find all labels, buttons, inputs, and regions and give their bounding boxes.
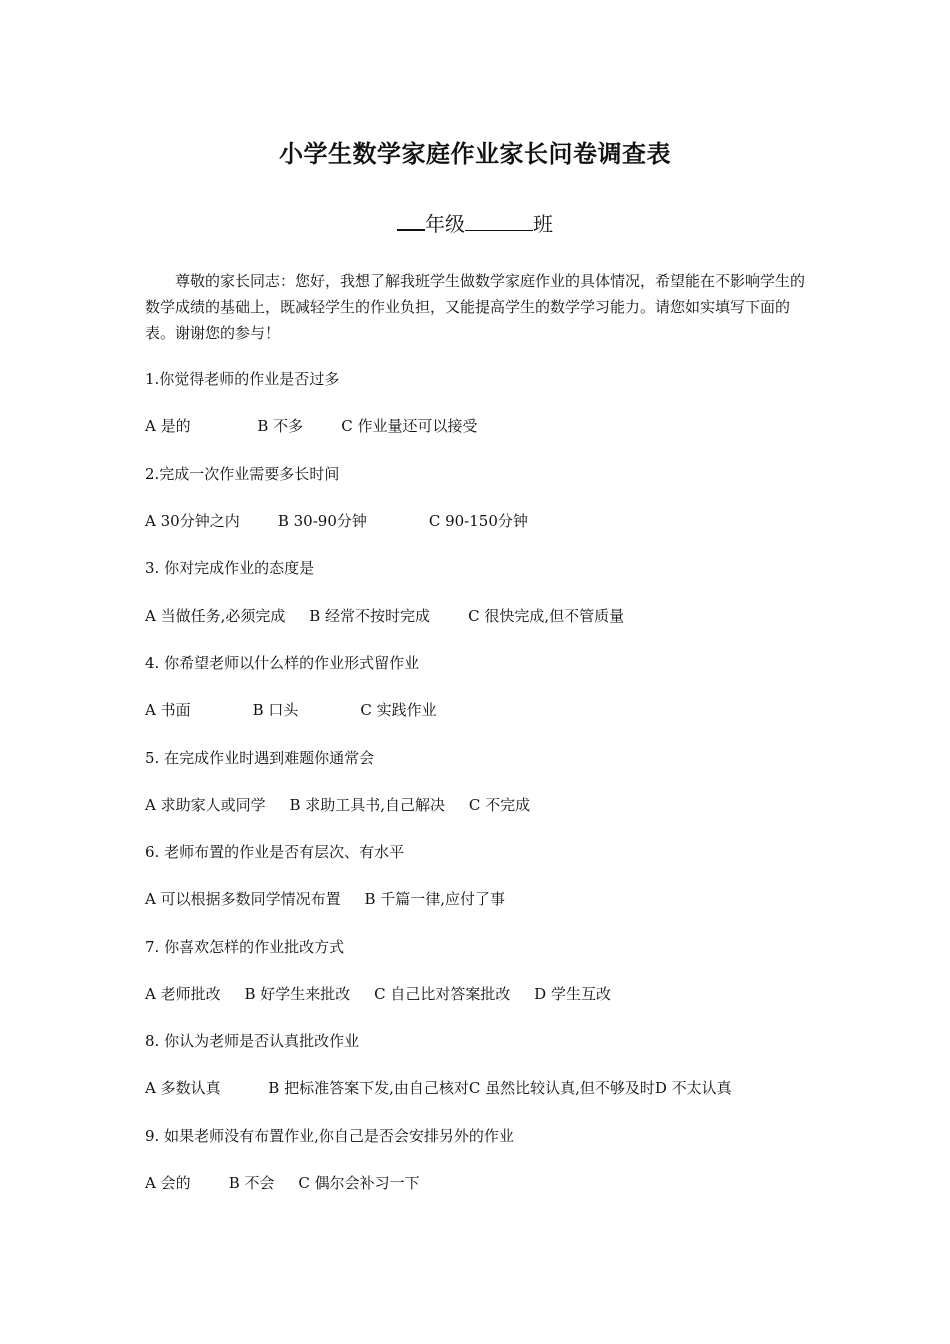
class-blank[interactable] bbox=[465, 212, 533, 231]
class-label: 班 bbox=[533, 212, 553, 236]
grade-label: 年级 bbox=[425, 212, 465, 236]
question-5: 5. 在完成作业时遇到难题你通常会 bbox=[145, 749, 375, 767]
question-9: 9. 如果老师没有布置作业,你自己是否会安排另外的作业 bbox=[145, 1127, 514, 1145]
intro-paragraph: 尊敬的家长同志：您好，我想了解我班学生做数学家庭作业的具体情况，希望能在不影响学生的数学成绩的基础上，既减轻学生的作业负担，又能提高学生的数学学习能力。请您如实填写下面的表。谢谢您的参与！ bbox=[145, 272, 806, 342]
grade-blank[interactable] bbox=[397, 211, 425, 231]
question-7: 7. 你喜欢怎样的作业批改方式 bbox=[145, 938, 345, 956]
question-6: 6. 老师布置的作业是否有层次、有水平 bbox=[145, 843, 405, 861]
question-4-options: A 书面 B 口头 C 实践作业 bbox=[145, 701, 437, 719]
question-5-options: A 求助家人或同学 B 求助工具书,自己解决 C 不完成 bbox=[145, 796, 531, 814]
question-3: 3. 你对完成作业的态度是 bbox=[145, 559, 315, 577]
question-2-options: A 30分钟之内 B 30-90分钟 C 90-150分钟 bbox=[145, 512, 528, 530]
question-7-options: A 老师批改 B 好学生来批改 C 自己比对答案批改 D 学生互改 bbox=[145, 985, 611, 1003]
question-8-options: A 多数认真 B 把标准答案下发,由自己核对C 虽然比较认真,但不够及时D 不太认真 bbox=[145, 1079, 732, 1097]
question-2: 2.完成一次作业需要多长时间 bbox=[145, 465, 340, 483]
question-9-options: A 会的 B 不会 C 偶尔会补习一下 bbox=[145, 1174, 420, 1192]
question-1: 1.你觉得老师的作业是否过多 bbox=[145, 370, 340, 388]
question-6-options: A 可以根据多数同学情况布置 B 千篇一律,应付了事 bbox=[145, 890, 506, 908]
grade-class-line bbox=[0, 208, 950, 237]
question-3-options: A 当做任务,必须完成 B 经常不按时完成 C 很快完成,但不管质量 bbox=[145, 607, 625, 625]
question-8: 8. 你认为老师是否认真批改作业 bbox=[145, 1032, 360, 1050]
question-4: 4. 你希望老师以什么样的作业形式留作业 bbox=[145, 654, 420, 672]
question-1-options: A 是的 B 不多 C 作业量还可以接受 bbox=[145, 417, 478, 435]
page-title: 小学生数学家庭作业家长问卷调查表 bbox=[279, 139, 671, 168]
